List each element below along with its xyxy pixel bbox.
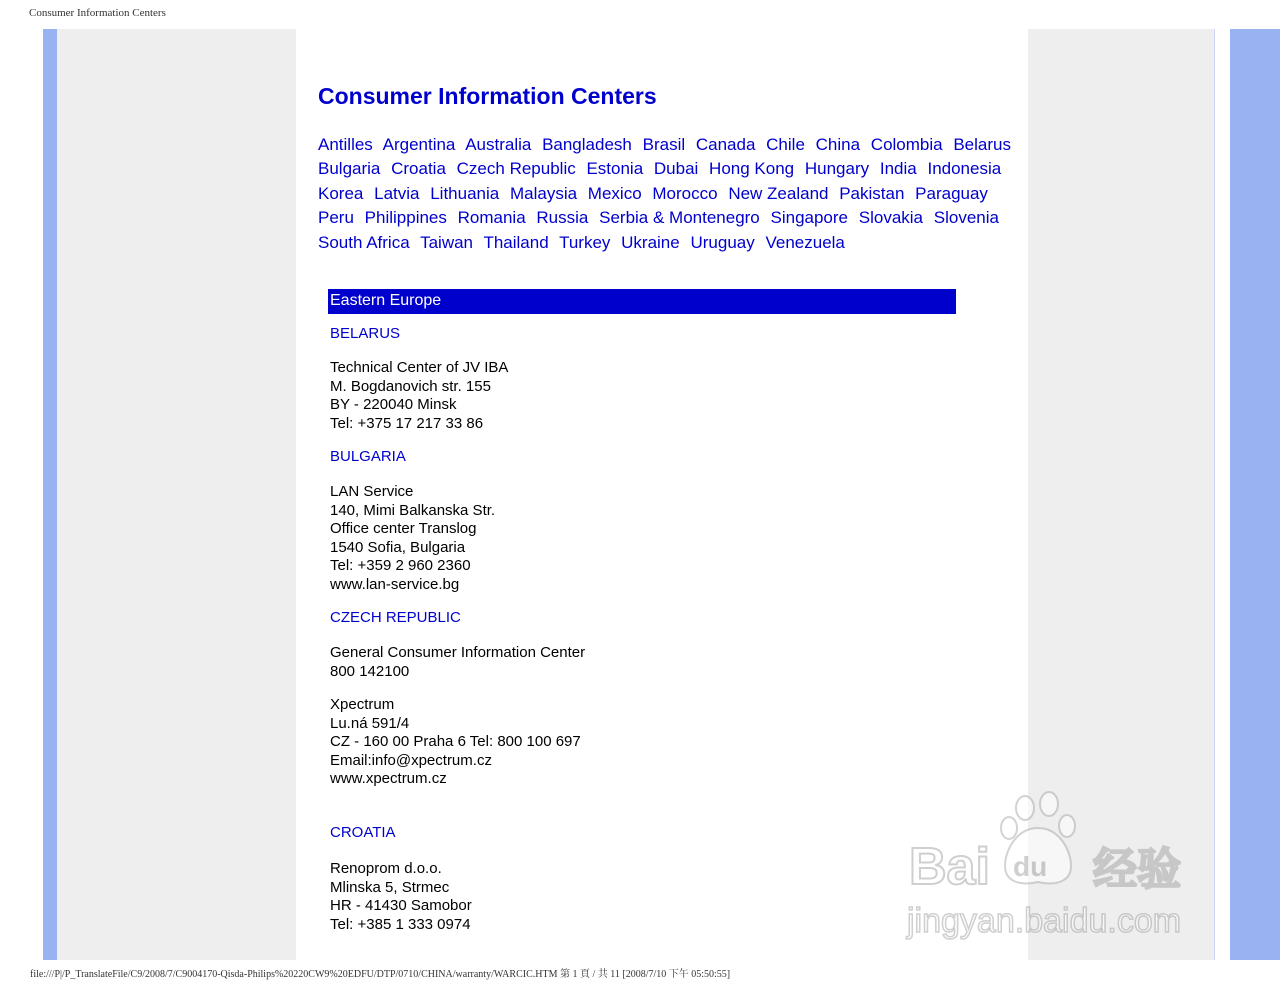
country-link[interactable]: Colombia xyxy=(870,135,943,154)
country-heading-croatia: CROATIA xyxy=(330,824,396,841)
address-line: Lu.ná 591/4 xyxy=(330,714,410,732)
country-link[interactable]: Thailand xyxy=(483,232,549,252)
country-link[interactable]: Russia xyxy=(536,208,589,228)
left-gray-panel xyxy=(57,29,296,960)
country-link[interactable]: China xyxy=(815,135,861,154)
address-block-bulgaria xyxy=(330,483,495,595)
country-link[interactable]: Singapore xyxy=(770,208,849,228)
country-link-list xyxy=(318,133,1011,255)
address-line: Renoprom d.o.o. xyxy=(330,860,442,877)
country-link[interactable]: Mexico xyxy=(587,183,642,203)
country-link[interactable]: Canada xyxy=(695,135,756,154)
country-link[interactable]: Indonesia xyxy=(927,159,1002,179)
address-line: Tel: +359 2 960 2360 xyxy=(330,557,471,575)
country-link-row xyxy=(318,182,1008,206)
country-link[interactable]: Venezuela xyxy=(765,232,845,252)
country-link[interactable]: Bangladesh xyxy=(542,135,632,154)
address-line: Tel: +375 17 217 33 86 xyxy=(330,414,484,432)
address-line: www.xpectrum.cz xyxy=(330,770,447,788)
country-link[interactable]: Hungary xyxy=(804,159,870,179)
country-heading-belarus: BELARUS xyxy=(330,325,401,342)
country-link[interactable]: Romania xyxy=(457,208,526,228)
country-link[interactable]: Slovenia xyxy=(933,208,999,228)
country-link[interactable]: Uruguay xyxy=(690,232,755,252)
watermark-brand-cn: 经验 xyxy=(1093,844,1181,895)
country-link[interactable]: Philippines xyxy=(364,208,447,228)
address-line: BY - 220040 Minsk xyxy=(330,396,457,414)
address-line: www.lan-service.bg xyxy=(330,575,460,593)
country-link[interactable]: Morocco xyxy=(652,183,718,203)
country-link[interactable]: Brasil xyxy=(642,135,686,154)
country-link[interactable]: Ukraine xyxy=(621,232,680,252)
country-link[interactable]: Korea xyxy=(318,183,364,203)
country-link[interactable]: New Zealand xyxy=(728,183,829,203)
left-blue-stripe xyxy=(43,29,57,960)
country-link[interactable]: Estonia xyxy=(586,159,644,179)
address-block-croatia xyxy=(330,860,472,934)
watermark-url: jingyan.baidu.com xyxy=(907,902,1182,940)
country-link[interactable]: Turkey xyxy=(559,232,611,252)
country-link[interactable]: Antilles xyxy=(318,135,373,154)
address-block-czech-xpectrum xyxy=(330,696,581,789)
country-link[interactable]: Czech Republic xyxy=(456,159,576,179)
country-heading-czech-republic: CZECH REPUBLIC xyxy=(330,609,461,626)
country-link[interactable]: Chile xyxy=(766,135,805,154)
country-link[interactable]: Argentina xyxy=(382,135,456,154)
address-line: 1540 Sofia, Bulgaria xyxy=(330,538,466,556)
country-link[interactable]: India xyxy=(879,159,917,179)
address-line: M. Bogdanovich str. 155 xyxy=(330,377,491,395)
address-line: Technical Center of JV IBA xyxy=(330,359,509,376)
country-link[interactable]: Belarus xyxy=(953,135,1011,154)
address-line: CZ - 160 00 Praha 6 Tel: 800 100 697 xyxy=(330,733,581,751)
country-link-row xyxy=(318,206,1008,230)
country-link[interactable]: Hong Kong xyxy=(709,159,795,179)
address-block-czech-general xyxy=(330,644,585,681)
address-line: Tel: +385 1 333 0974 xyxy=(330,915,471,933)
country-link[interactable]: Taiwan xyxy=(420,232,474,252)
page-title: Consumer Information Centers xyxy=(318,83,657,109)
country-link-row xyxy=(318,133,1011,157)
print-footer: file:///P|/P_TranslateFile/C9/2008/7/C9004170-Qisda-Philips%20220CW9%20EDFU/DTP/0710/CHINA/warranty/WARCIC.HTM 第 1 頁 / 共 11 [2008/7/10 下午 05:50:55] xyxy=(30,969,731,980)
address-line: General Consumer Information Center xyxy=(330,644,586,661)
baidu-jingyan-watermark-logo xyxy=(905,790,1215,950)
country-link[interactable]: Australia xyxy=(465,135,532,154)
country-link[interactable]: Croatia xyxy=(391,159,446,179)
address-line: Email:info@xpectrum.cz xyxy=(330,751,492,769)
country-link[interactable]: Dubai xyxy=(653,159,699,179)
country-link[interactable]: Slovakia xyxy=(858,208,924,228)
country-heading-bulgaria: BULGARIA xyxy=(330,448,406,465)
country-link[interactable]: South Africa xyxy=(318,232,410,252)
region-header: Eastern Europe xyxy=(328,289,956,314)
country-link[interactable]: Paraguay xyxy=(915,183,988,203)
right-blue-stripe xyxy=(1230,29,1280,960)
country-link[interactable]: Latvia xyxy=(374,183,420,203)
country-link[interactable]: Bulgaria xyxy=(318,159,381,179)
country-link[interactable]: Peru xyxy=(318,208,354,228)
address-line: 140, Mimi Balkanska Str. xyxy=(330,501,496,519)
country-link-row xyxy=(318,157,1008,181)
watermark-brand-paw: du xyxy=(1013,851,1048,882)
address-block-belarus xyxy=(330,359,508,433)
print-header: Consumer Information Centers xyxy=(29,7,166,19)
country-link[interactable]: Malaysia xyxy=(509,183,578,203)
address-line: Mlinska 5, Strmec xyxy=(330,878,450,896)
address-line: LAN Service xyxy=(330,483,414,500)
country-link[interactable]: Lithuania xyxy=(430,183,500,203)
country-link-row xyxy=(318,231,1008,255)
address-line: Office center Translog xyxy=(330,520,477,538)
address-line: 800 142100 xyxy=(330,662,410,680)
address-line: HR - 41430 Samobor xyxy=(330,897,472,915)
right-white-gap xyxy=(1215,29,1230,960)
country-link[interactable]: Serbia & Montenegro xyxy=(599,208,760,228)
watermark-brand: Bai xyxy=(909,838,990,896)
address-line: Xpectrum xyxy=(330,696,395,713)
country-link[interactable]: Pakistan xyxy=(839,183,905,203)
